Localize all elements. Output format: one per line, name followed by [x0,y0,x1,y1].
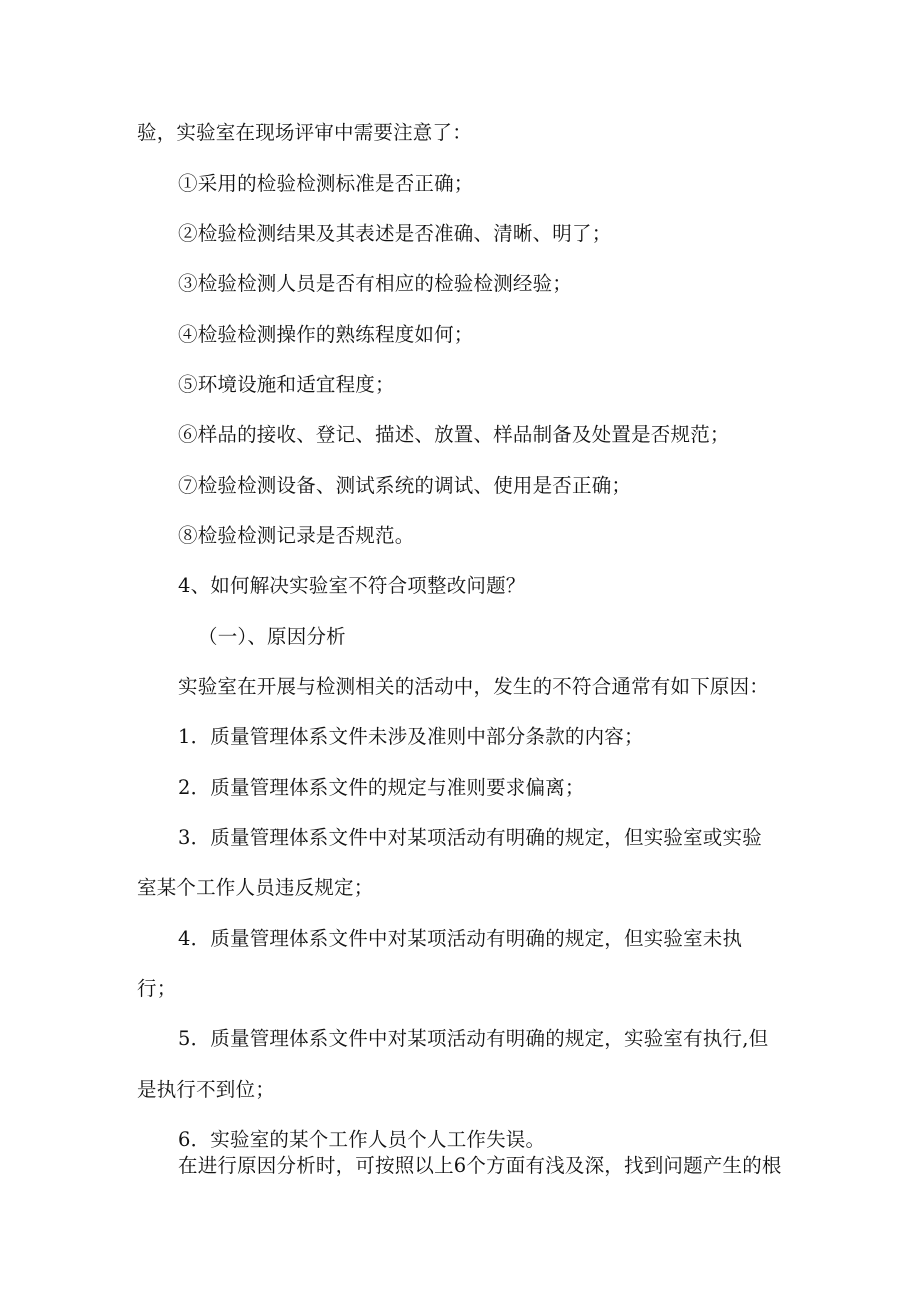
closing-paragraph: 在进行原因分析时，可按照以上6个方面有浅及深，找到问题产生的根 [178,1154,782,1177]
checklist-item-2: ②检验检测结果及其表述是否准确、清晰、明了； [178,222,612,245]
checklist-item-5: ⑤环境设施和适宜程度； [178,373,395,396]
body-paragraph: 实验室在开展与检测相关的活动中，发生的不符合通常有如下原因： [178,675,770,698]
cause-item-2: 2．质量管理体系文件的规定与准则要求偏离； [178,776,585,799]
cause-item-5-continuation: 是执行不到位； [137,1078,275,1101]
checklist-item-6: ⑥样品的接收、登记、描述、放置、样品制备及处置是否规范； [178,423,730,446]
checklist-item-4: ④检验检测操作的熟练程度如何； [178,323,474,346]
checklist-item-7: ⑦检验检测设备、测试系统的调试、使用是否正确； [178,474,632,497]
cause-item-4: 4．质量管理体系文件中对某项活动有明确的规定，但实验室未执 [178,927,743,950]
paragraph-continuation: 验，实验室在现场评审中需要注意了： [137,121,472,144]
cause-item-6: 6．实验室的某个工作人员个人工作失误。 [178,1128,546,1151]
checklist-item-1: ①采用的检验检测标准是否正确； [178,172,474,195]
section-heading: 4、如何解决实验室不符合项整改问题？ [178,574,526,597]
subsection-heading: （一）、原因分析 [198,625,346,648]
checklist-item-3: ③检验检测人员是否有相应的检验检测经验； [178,272,573,295]
checklist-item-8: ⑧检验检测记录是否规范。 [178,524,415,547]
cause-item-4-continuation: 行； [137,977,177,1000]
cause-item-3-continuation: 室某个工作人员违反规定； [137,876,374,899]
cause-item-1: 1．质量管理体系文件未涉及准则中部分条款的内容； [178,725,644,748]
cause-item-5: 5．质量管理体系文件中对某项活动有明确的规定，实验室有执行,但 [178,1027,769,1050]
cause-item-3: 3．质量管理体系文件中对某项活动有明确的规定，但实验室或实验 [178,826,762,849]
